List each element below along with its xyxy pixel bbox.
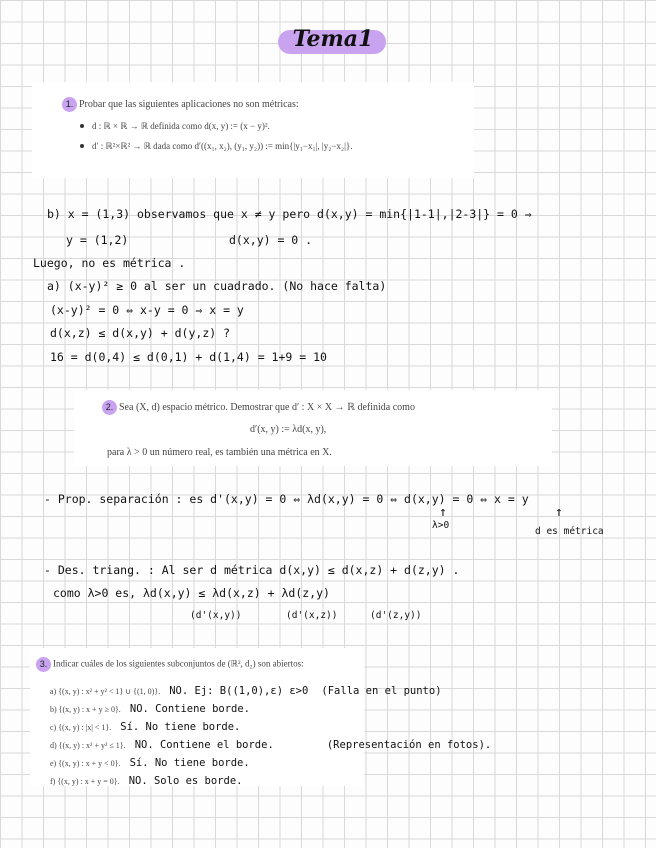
note-b-dxy: d(x,y) = 0 . bbox=[229, 233, 313, 247]
exercise-1-item-d bbox=[80, 121, 270, 132]
note-a-line4: 16 = d(0,4) ≤ d(0,1) + d(1,4) = 1+9 = 10 bbox=[50, 350, 327, 364]
exercise-1-statement bbox=[62, 97, 299, 112]
note-b-y: y = (1,2) bbox=[66, 233, 129, 247]
arrow-up-icon: ↑ bbox=[555, 505, 563, 520]
exercise-2-tail: para λ > 0 un número real, es también una métrica en X. bbox=[107, 447, 332, 458]
bullet bbox=[80, 144, 84, 148]
exercise-3-text: Indicar cuáles de los siguientes subconjuntos de (ℝ², d₂) son abiertos: bbox=[53, 658, 304, 669]
page-title: Tema1 bbox=[292, 26, 374, 52]
bullet bbox=[80, 124, 84, 128]
item-label: c) {(x, y) : |x| < 1}. bbox=[50, 723, 112, 732]
exercise-2-statement bbox=[102, 400, 415, 415]
exercise-3-item-c bbox=[50, 715, 240, 734]
exercise-2-text: Sea (X, d) espacio métrico. Demostrar que d′ : X × X → ℝ definida como bbox=[119, 401, 415, 413]
item-answer: NO. Solo es borde. bbox=[128, 775, 243, 787]
note-d-is-metric: d es métrica bbox=[535, 526, 604, 537]
item-answer: NO. Contiene el borde. bbox=[134, 739, 274, 751]
item-label: f) {(x, y) : x + y = 0}. bbox=[50, 777, 120, 786]
note-lambda-positive: λ>0 bbox=[432, 520, 450, 531]
item-answer: Sí. No tiene borde. bbox=[129, 757, 250, 769]
exercise-3-statement bbox=[36, 657, 304, 672]
note-luego: Luego, no es métrica . bbox=[33, 256, 186, 270]
item-label: e) {(x, y) : x + y < 0}. bbox=[50, 759, 121, 768]
note-under-2: (d'(x,z)) bbox=[286, 610, 338, 621]
item-dprime-text: d′ : ℝ²×ℝ² → ℝ dada como d′((x₁, x₂), (y₁, y₂)) := min{|y₁−x₁|, |y₂−x₂|}. bbox=[92, 141, 353, 151]
item-label: a) {(x, y) : x² + y² < 1} ∪ {(1, 0)}. bbox=[50, 687, 161, 696]
exercise-3-item-f bbox=[50, 769, 242, 788]
exercise-3-item-b bbox=[50, 697, 250, 716]
exercise-1-number: 1. bbox=[62, 97, 77, 112]
item-extra: (Representación en fotos). bbox=[326, 739, 492, 751]
item-label: b) {(x, y) : x + y ≥ 0}. bbox=[50, 705, 121, 714]
arrow-up-icon: ↑ bbox=[439, 505, 447, 520]
note-separation: - Prop. separación : es d'(x,y) = 0 ⇔ λd(x,y) = 0 ⇔ d(x,y) = 0 ⇔ x = y bbox=[44, 492, 529, 506]
exercise-1-text: Probar que las siguientes aplicaciones no son métricas: bbox=[79, 98, 299, 110]
note-triangle: - Des. triang. : Al ser d métrica d(x,y) ≤ d(x,z) + d(z,y) . bbox=[44, 563, 460, 577]
exercise-2-formula: d′(x, y) := λd(x, y), bbox=[250, 424, 327, 435]
exercise-3-item-d bbox=[50, 733, 491, 752]
exercise-3-item-a bbox=[50, 679, 442, 698]
note-como: como λ>0 es, λd(x,y) ≤ λd(x,z) + λd(z,y) bbox=[53, 586, 330, 600]
item-answer: NO. Ej: B((1,0),ε) ε>0 bbox=[169, 685, 309, 697]
note-under-3: (d'(z,y)) bbox=[370, 610, 422, 621]
item-d-text: d : ℝ × ℝ → ℝ definida como d(x, y) := (x − y)². bbox=[92, 121, 270, 131]
item-label: d) {(x, y) : x² + y² ≤ 1}. bbox=[50, 741, 126, 750]
note-under-1: (d'(x,y)) bbox=[190, 610, 242, 621]
item-answer: NO. Contiene borde. bbox=[129, 703, 250, 715]
note-b-line1: b) x = (1,3) observamos que x ≠ y pero d(x,y) = min{|1-1|,|2-3|} = 0 ⇒ bbox=[47, 207, 532, 221]
item-extra: (Falla en el punto) bbox=[321, 685, 442, 697]
item-answer: Sí. No tiene borde. bbox=[120, 721, 241, 733]
note-a-line3: d(x,z) ≤ d(x,y) + d(y,z) ? bbox=[50, 326, 231, 340]
exercise-2-number: 2. bbox=[102, 400, 117, 415]
title-highlight bbox=[278, 26, 388, 58]
note-a-line1: a) (x-y)² ≥ 0 al ser un cuadrado. (No hace falta) bbox=[47, 279, 387, 293]
note-a-line2: (x-y)² = 0 ⇔ x-y = 0 ⇒ x = y bbox=[50, 303, 244, 317]
exercise-3-item-e bbox=[50, 751, 250, 770]
exercise-3-number: 3. bbox=[36, 657, 51, 672]
exercise-1-item-dprime bbox=[80, 141, 352, 152]
